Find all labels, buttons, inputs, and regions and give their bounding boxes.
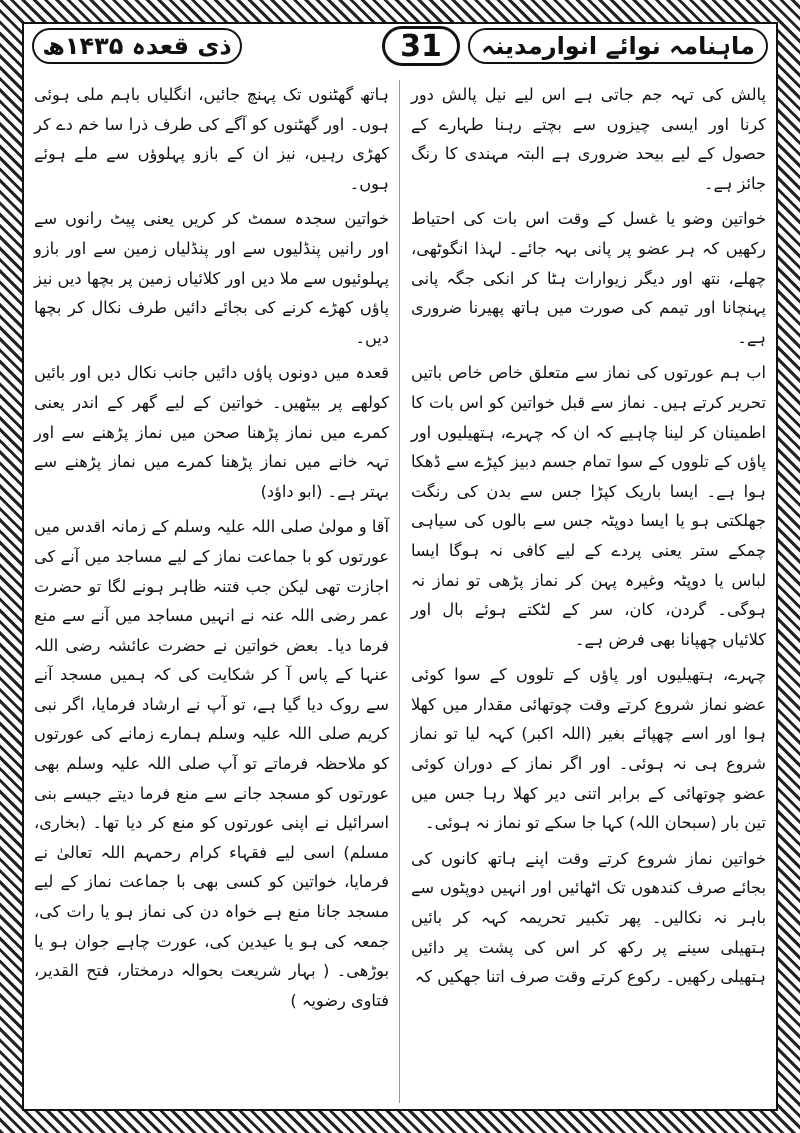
paragraph: خواتین وضو یا غسل کے وقت اس بات کی احتیاط رکھیں کہ ہر عضو پر پانی بہہ جائے۔ لہذا انگوٹھی، چھلے، نتھ اور دیگر زیوارات ہٹا کر انکی جگہ پانی پہنچانا اور تیمم کی صورت میں ہاتھ پھیرنا ضروری ہے۔	[411, 209, 766, 347]
paragraph: خواتین سجدہ سمٹ کر کریں یعنی پیٹ رانوں سے اور رانیں پنڈلیوں سے اور پنڈلیاں زمین سے اور بازو پہلوئیوں سے ملا دیں اور کلائیاں زمین پر بچھا دیں نیز پاؤں کھڑے کرنے کی بجائے دائیں طرف نکال کر بچھا دیں۔	[34, 209, 389, 347]
issue-date: ذی قعدہ ۱۴۳۵ھ	[32, 28, 242, 64]
column-divider	[399, 80, 400, 1103]
right-column	[411, 80, 766, 1103]
page-number: 31	[382, 26, 460, 66]
paragraph: قعدہ میں دونوں پاؤں دائیں جانب نکال دیں اور بائیں کولھے پر بیٹھیں۔ خواتین کے لیے گھر کے اندر یعنی کمرے میں نماز پڑھنا صحن میں نماز پڑھنے سے اور تہہ خانے میں نماز پڑھنا کمرے میں نماز پڑھنے سے بہتر ہے۔ (ابو داؤد)	[34, 363, 389, 501]
article-body	[34, 80, 766, 1103]
page-header	[32, 28, 768, 68]
paragraph: ہاتھ گھٹنوں تک پہنچ جائیں، انگلیاں باہم ملی ہوئی ہوں۔ اور گھٹنوں کو آگے کی طرف ذرا سا خم دے کر کھڑی رہیں، نیز ان کے بازو پہلوؤں سے ملے ہوئے ہوں۔	[34, 85, 389, 193]
paragraph: اب ہم عورتوں کی نماز سے متعلق خاص خاص باتیں تحریر کرتے ہیں۔ نماز سے قبل خواتین کو اس بات کا اطمینان کر لینا چاہیے کہ ان کہ چہرے، ہتھیلیوں اور پاؤں کے تلووں کے سوا تمام جسم دبیز کپڑے سے ڈھکا ہوا ہے۔ ایسا باریک کپڑا جس سے بدن کی رنگت جھلکتی ہو یا ایسا دوپٹہ جس سے بالوں کی سیاہی چمکے ستر یعنی پردے کے لیے کافی نہ ہوگا ایسا لباس یا دوپٹہ وغیرہ پہن کر نماز پڑھی تو نماز نہ ہوگی۔ گردن، کان، سر کے لٹکتے ہوئے بال اور کلائیاں چھپانا بھی فرض ہے۔	[411, 363, 766, 649]
paragraph: چہرے، ہتھیلیوں اور پاؤں کے تلووں کے سوا کوئی عضو نماز شروع کرتے وقت چوتھائی مقدار میں کھلا ہوا اور اسے چھپائے بغیر (اللہ اکبر) کہہ لیا تو نماز شروع ہی نہ ہوئی۔ اور اگر نماز کے دوران کوئی عضو چوتھائی کے برابر اتنی دیر کھلا رہا جس میں تین بار (سبحان اللہ) کہا جا سکے تو نماز نہ ہوئی۔	[411, 665, 766, 833]
left-column	[34, 80, 389, 1103]
paragraph: پالش کی تہہ جم جاتی ہے اس لیے نیل پالش دور کرنا اور ایسی چیزوں سے بچتے رہنا طہارے کے حصول کے لیے بیحد ضروری ہے البتہ مہندی کا رنگ جائز ہے۔	[411, 85, 766, 193]
paragraph: خواتین نماز شروع کرتے وقت اپنے ہاتھ کانوں کی بجائے صرف کندھوں تک اٹھائیں اور انہیں دوپٹوں سے باہر نہ نکالیں۔ پھر تکبیر تحریمہ کہہ کر بائیں ہتھیلی سینے پر رکھ کر اس کی پشت پر دائیں ہتھیلی رکھیں۔ رکوع کرتے وقت صرف اتنا جھکیں کہ	[411, 848, 766, 987]
magazine-title: ماہنامہ نوائے انوارمدینہ	[468, 28, 768, 64]
paragraph: آقا و مولیٰ صلی اللہ علیہ وسلم کے زمانہ اقدس میں عورتوں کو با جماعت نماز کے لیے مساجد میں آنے کی اجازت تھی لیکن جب فتنہ ظاہر ہونے لگا تو حضرت عمر رضی اللہ عنہ نے انہیں مساجد میں آنے سے منع فرما دیا۔ بعض خواتین نے حضرت عائشہ رضی اللہ عنہا کے پاس آ کر شکایت کی کہ ہمیں مسجد آنے سے روک دیا گیا ہے، تو آپ نے ارشاد فرمایا، اگر نبی کریم صلی اللہ علیہ وسلم ہمارے زمانے کی عورتوں کو ملاحظہ فرماتے تو آپ صلی اللہ علیہ وسلم بھی عورتوں کو مسجد جانے سے منع فرما دیتے جیسے بنی اسرائیل نے اپنی عورتوں کو منع کر دیا تھا۔ (بخاری، مسلم) اسی لیے فقہاء کرام رحمہم اللہ تعالیٰ نے فرمایا، خواتین کو کسی بھی با جماعت نماز کے لیے مسجد جانا منع ہے خواہ دن کی نماز ہو یا رات کی، جمعہ کی ہو یا عیدین کی، عورت چاہے جوان ہو یا بوڑھی۔ ( بہار شریعت بحوالہ درمختار، فتح القدیر، فتاوی رضویہ )	[34, 517, 389, 1010]
